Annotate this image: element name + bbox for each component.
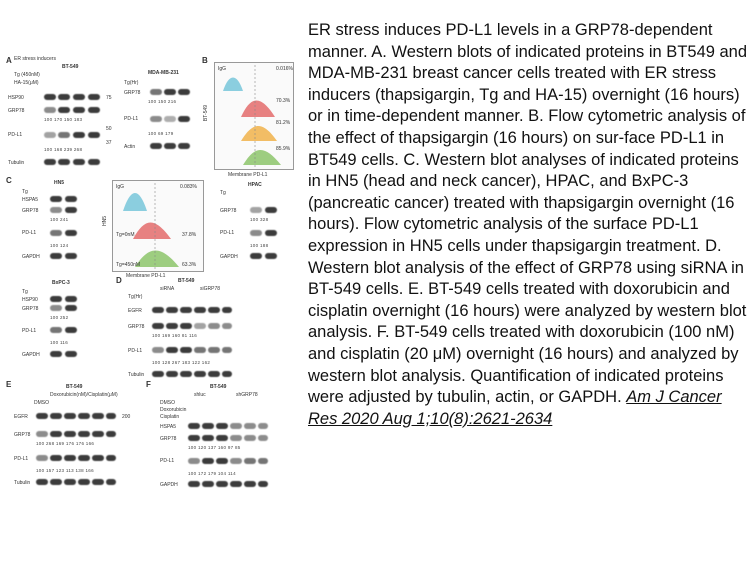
mw-200-e: 200 xyxy=(122,414,131,420)
figure-caption xyxy=(308,20,754,430)
hn5-label: HN5 xyxy=(54,180,65,186)
flow-histogram-c xyxy=(113,181,203,271)
blot-grp78-mda xyxy=(148,87,192,97)
blot-gapdh-f xyxy=(186,479,270,489)
blot-hspa5-f xyxy=(186,421,270,431)
er-stress-label: ER stress inducers xyxy=(14,56,56,62)
blot-grp78-f xyxy=(186,433,270,443)
quant-pdl1-d: 100 128 267 183 122 162 xyxy=(152,360,211,365)
protein-grp78-d: GRP78 xyxy=(128,324,145,330)
doxorubicin-label: Doxorubicin xyxy=(160,407,187,413)
blot-grp78-hpac xyxy=(248,205,280,215)
dmso-label-e: DMSO xyxy=(34,400,49,406)
quant-pdl1-bx: 100 116 xyxy=(50,340,69,345)
protein-hsp90-a: HSP90 xyxy=(8,95,24,101)
bt549-label-e: BT-549 xyxy=(66,384,83,390)
quant-pdl1-e: 100 157 123 113 138 166 xyxy=(36,468,94,473)
protein-actin-mda: Actin xyxy=(124,144,136,150)
flow-plot-b xyxy=(214,62,294,170)
protein-tubulin-d: Tubulin xyxy=(128,372,145,378)
blot-pdl1-f xyxy=(186,453,270,469)
protein-pdl1-d: PD-L1 xyxy=(128,348,143,354)
blot-grp78-a xyxy=(42,105,102,115)
quant-pdl1-mda: 100 69 179 xyxy=(148,131,174,136)
flow-plot-c xyxy=(112,180,204,272)
mw-50-a: 50 xyxy=(106,126,112,132)
protein-grp78-a: GRP78 xyxy=(8,108,25,114)
panel-label-a: A xyxy=(6,56,12,65)
protein-egfr-d: EGFR xyxy=(128,308,142,314)
protein-pdl1-hn5: PD-L1 xyxy=(22,230,37,236)
blot-pdl1-hpac xyxy=(248,225,280,241)
protein-grp78-f: GRP78 xyxy=(160,436,177,442)
protein-gapdh-bx: GAPDH xyxy=(22,352,40,358)
dmso-label-f: DMSO xyxy=(160,400,175,406)
protein-pdl1-a: PD-L1 xyxy=(8,132,23,138)
flow-c-axis-x: Membrane PD-L1 xyxy=(126,273,166,279)
protein-tubulin-e: Tubulin xyxy=(14,480,31,486)
blot-pdl1-d xyxy=(150,342,234,358)
flow-b-tg300-pct: 81.2% xyxy=(276,120,291,126)
protein-pdl1-hpac: PD-L1 xyxy=(220,230,235,236)
quant-pdl1-hn5: 100 124 xyxy=(50,243,69,248)
blot-pdl1-hn5 xyxy=(48,225,80,241)
mda-label: MDA-MB-231 xyxy=(148,70,179,76)
sigrp78-label: siGRP78 xyxy=(200,286,221,292)
protein-gapdh-hpac: GAPDH xyxy=(220,254,238,260)
shgrp78-label: shGRP78 xyxy=(236,392,258,398)
blot-gapdh-bx xyxy=(48,349,80,359)
protein-gapdh-hn5: GAPDH xyxy=(22,254,40,260)
protein-grp78-hn5: GRP78 xyxy=(22,208,39,214)
mw-75-a1: 75 xyxy=(106,95,112,101)
quant-grp78-bx: 100 252 xyxy=(50,315,69,320)
quant-pdl1-hpac: 100 188 xyxy=(250,243,269,248)
blot-pdl1-a xyxy=(42,126,102,144)
flow-b-igg-pct: 0.016% xyxy=(276,66,293,72)
flow-c-tg0: Tg=0nM xyxy=(116,232,135,238)
panel-label-e: E xyxy=(6,380,12,389)
quant-pdl1-a: 100 168 239 268 xyxy=(44,147,83,152)
tg-label-bx: Tg xyxy=(22,289,28,295)
protein-hspa5-hn5: HSPA5 xyxy=(22,197,39,203)
flow-c-tg450: Tg=450nM xyxy=(116,262,141,268)
blot-tubulin-a xyxy=(42,157,102,167)
blot-hsp90-a xyxy=(42,92,102,102)
quant-grp78-hpac: 100 328 xyxy=(250,217,269,222)
protein-pdl1-f: PD-L1 xyxy=(160,458,175,464)
flow-b-tg0-pct: 70.3% xyxy=(276,98,291,104)
flow-c-axis-y: HN5 xyxy=(102,215,109,227)
mw-37-a: 37 xyxy=(106,140,112,146)
quant-grp78-mda: 100 150 216 xyxy=(148,99,177,104)
quant-grp78-a: 100 170 150 183 xyxy=(44,117,83,122)
flow-b-tg450-pct: 85.9% xyxy=(276,146,291,152)
panel-label-d: D xyxy=(116,276,122,285)
blot-gapdh-hn5 xyxy=(48,251,80,261)
hpac-label: HPAC xyxy=(248,182,262,188)
dox-cis-label: Doxorubicin(nM)/Cisplatin(μM) xyxy=(50,392,118,398)
protein-grp78-bx: GRP78 xyxy=(22,306,39,312)
protein-pdl1-bx: PD-L1 xyxy=(22,328,37,334)
tg450-label: Tg (450nM) xyxy=(14,72,40,78)
protein-grp78-mda: GRP78 xyxy=(124,90,141,96)
blot-grp78-hn5 xyxy=(48,205,80,215)
panel-label-f: F xyxy=(146,380,151,389)
blot-egfr-e xyxy=(34,411,118,421)
ha15-label: HA-15(μM) xyxy=(14,80,39,86)
protein-pdl1-e: PD-L1 xyxy=(14,456,29,462)
flow-c-igg-pct: 0.083% xyxy=(180,184,197,190)
quant-pdl1-f: 100 172 179 104 114 xyxy=(188,471,236,476)
blot-tubulin-e xyxy=(34,477,118,487)
protein-egfr-e: EGFR xyxy=(14,414,28,420)
blot-egfr-d xyxy=(150,305,234,315)
shluc-label: shluc xyxy=(194,392,206,398)
blot-hspa5-hn5 xyxy=(48,194,80,204)
tg-label-hpac: Tg xyxy=(220,190,226,196)
tghr-label-a: Tg(Hr) xyxy=(124,80,139,86)
blot-grp78-e xyxy=(34,429,118,439)
figure-panel xyxy=(0,0,300,567)
blot-pdl1-mda xyxy=(148,110,192,128)
quant-grp78-e: 100 268 169 176 176 166 xyxy=(36,441,95,446)
quant-grp78-hn5: 100 241 xyxy=(50,217,69,222)
panel-label-c: C xyxy=(6,176,12,185)
blot-actin-mda xyxy=(148,141,192,151)
flow-c-tg450-pct: 63.3% xyxy=(182,262,197,268)
flow-b-axis-y: BT-549 xyxy=(203,104,210,122)
sirna-label: siRNA xyxy=(160,286,175,292)
reference-link[interactable]: Am J Cancer Res 2020 Aug 1;10(8):2621-2634 xyxy=(308,388,722,428)
blot-grp78-d xyxy=(150,321,234,331)
bt549-label-f: BT-549 xyxy=(210,384,227,390)
blot-pdl1-bx xyxy=(48,322,80,338)
cisplatin-label: Cisplatin xyxy=(160,414,180,420)
blot-grp78-bx xyxy=(48,303,80,313)
protein-hsp90-bx: HSP90 xyxy=(22,297,38,303)
protein-grp78-e: GRP78 xyxy=(14,432,31,438)
flow-b-axis-x: Membrane PD-L1 xyxy=(228,172,268,178)
flow-c-igg: IgG xyxy=(116,184,125,190)
quant-grp78-d: 100 169 160 81 116 xyxy=(152,333,198,338)
bt549-label-a: BT-549 xyxy=(62,64,79,70)
flow-b-igg: IgG xyxy=(218,66,227,72)
caption-text: ER stress induces PD-L1 levels in a GRP78-dependent manner. A. Western blots of indicated proteins in BT549 and MDA-MB-231 breast cancer cells treated with ER stress inducers (thapsigargin, Tg and HA-15) overnight (16 hours) or in time-dependent manner. B. Flow cytometric analysis of the effect of thapsigargin (16 hours) on sur-face PD-L1 in BT549 cells. C. Western blot analyses of indicated proteins in HN5 (head and neck cancer), HPAC, and BxPC-3 (pancreatic cancer) treated with thapsigargin overnight (16 hours). Flow cytometric analysis of the surface PD-L1 expression in HN5 cells under thapsigargin treatment. D. Western blot analysis of the effect of GRP78 using siRNA in BT-549 cells. E. BT-549 cells treated with doxorubicin and cisplatin overnight (16 hours) were analyzed by western blot analysis. F. BT-549 cells treated with doxorubicin (100 nM) and cisplatin (20 μM) overnight (16 hours) and analyzed by western blot analysis. Quantification of indicated proteins were adjusted by tubulin, actin, or GAPDH. xyxy=(308,21,748,407)
blot-tubulin-d xyxy=(150,369,234,379)
protein-tubulin-a: Tubulin xyxy=(8,160,25,166)
protein-grp78-hpac: GRP78 xyxy=(220,208,237,214)
blot-pdl1-e xyxy=(34,450,118,466)
protein-hspa5-f: HSPA5 xyxy=(160,424,177,430)
quant-grp78-f: 100 120 137 160 97 85 xyxy=(188,445,241,450)
protein-pdl1-mda: PD-L1 xyxy=(124,116,139,122)
bxpc3-label: BxPC-3 xyxy=(52,280,70,286)
bt549-label-d: BT-549 xyxy=(178,278,195,284)
panel-label-b: B xyxy=(202,56,208,65)
protein-gapdh-f: GAPDH xyxy=(160,482,178,488)
tg-label-hn5: Tg xyxy=(22,189,28,195)
flow-c-tg0-pct: 37.8% xyxy=(182,232,197,238)
tghr-label-d: Tg(Hr) xyxy=(128,294,143,300)
blot-gapdh-hpac xyxy=(248,251,280,261)
flow-histogram-b xyxy=(215,63,293,169)
